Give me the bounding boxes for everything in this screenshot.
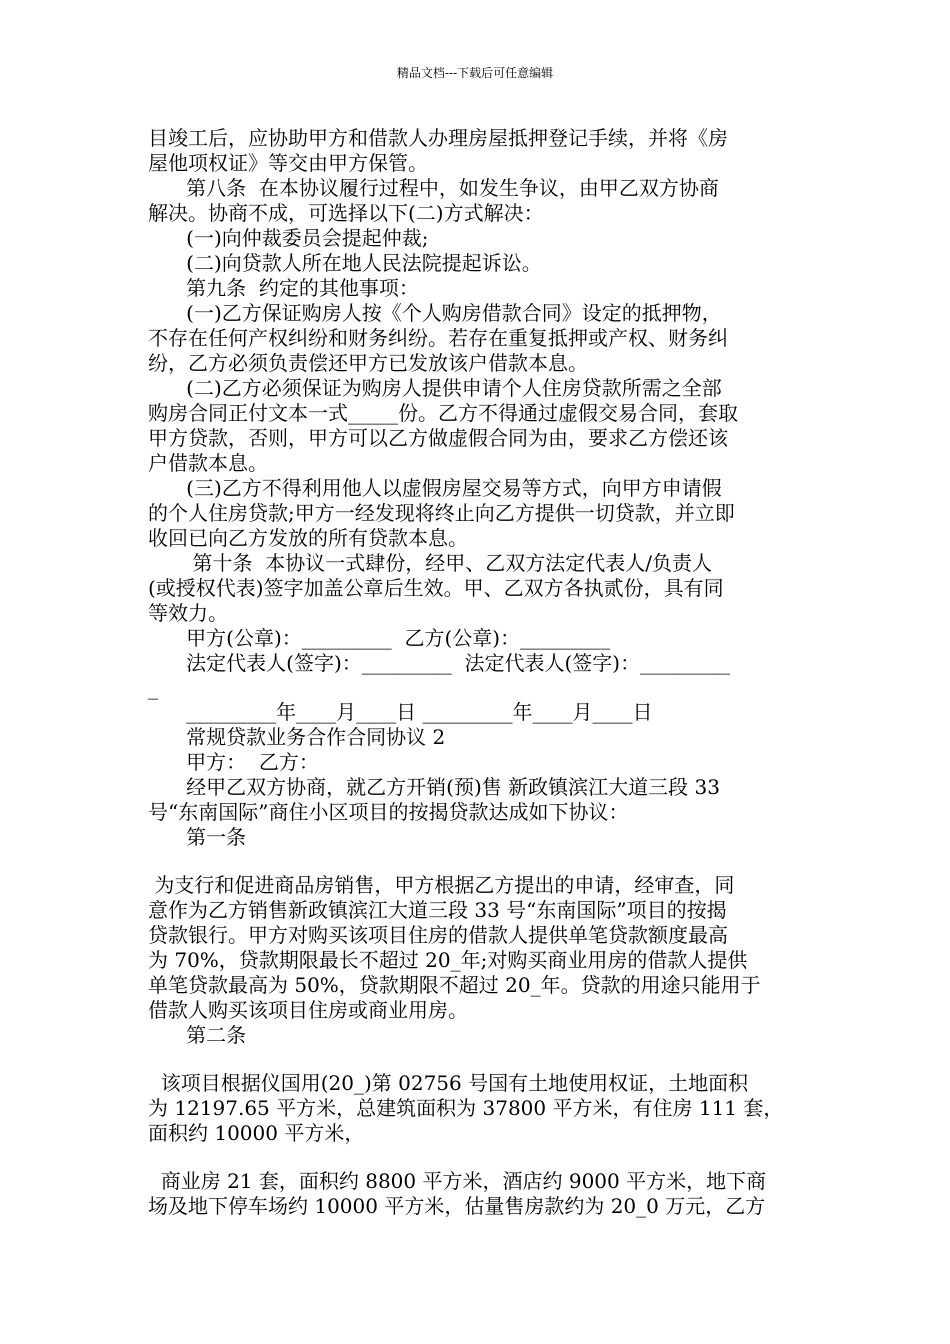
text-line: 第九条 约定的其他事项： <box>148 276 419 300</box>
text-line: 甲方贷款，否则，甲方可以乙方做虚假合同为由，要求乙方偿还该 <box>148 426 728 450</box>
text-line: 号“东南国际”商住小区项目的按揭贷款达成如下协议： <box>148 800 629 824</box>
text-line: 购房合同正付文本一式_____份。乙方不得通过虚假交易合同，套取 <box>148 401 738 425</box>
article-heading: 第一条 <box>148 825 247 849</box>
text-line: 收回已向乙方发放的所有贷款本息。 <box>148 526 468 550</box>
text-line: (三)乙方不得利用他人以虚假房屋交易等方式，向甲方申请假 <box>148 476 722 500</box>
text-line: 单笔贷款最高为 50%，贷款期限不超过 20_年。贷款的用途只能用于 <box>148 973 761 997</box>
text-line: 纷，乙方必须负责偿还甲方已发放该户借款本息。 <box>148 351 588 375</box>
text-line: 贷款银行。甲方对购买该项目住房的借款人提供单笔贷款额度最高 <box>148 923 728 947</box>
text-line: 目竣工后，应协助甲方和借款人办理房屋抵押登记手续，并将《房 <box>148 126 728 150</box>
text-line: 第十条 本协议一式肆份，经甲、乙双方法定代表人/负责人 <box>148 551 712 575</box>
section-title: 常规贷款业务合作合同协议 2 <box>148 725 446 749</box>
article-heading: 第二条 <box>148 1023 247 1047</box>
text-line: _ <box>148 676 158 700</box>
text-line: 户借款本息。 <box>148 451 268 475</box>
text-line: 商业房 21 套，面积约 8800 平方米，酒店约 9000 平方米，地下商 <box>148 1169 767 1193</box>
text-line: (一)向仲裁委员会提起仲裁; <box>148 226 429 250</box>
text-line: 等效力。 <box>148 601 228 625</box>
signature-line-representative: 法定代表人(签字)：_________ 法定代表人(签字)：_________ <box>148 651 731 675</box>
page-header: 精品文档---下载后可任意编辑 <box>396 66 554 80</box>
signature-line-seal: 甲方(公章)：_________ 乙方(公章)：_________ <box>148 626 611 650</box>
text-line: 为 70%，贷款期限最长不超过 20_年;对购买商业用房的借款人提供 <box>148 948 748 972</box>
date-line: _________年____月____日 _________年____月____日 <box>148 700 653 724</box>
text-line: 意作为乙方销售新政镇滨江大道三段 33 号“东南国际”项目的按揭 <box>148 898 727 922</box>
text-line: 不存在任何产权纠纷和财务纠纷。若存在重复抵押或产权、财务纠 <box>148 326 728 350</box>
text-line: 的个人住房贷款;甲方一经发现将终止向乙方提供一切贷款，并立即 <box>148 501 735 525</box>
text-line: 借款人购买该项目住房或商业用房。 <box>148 998 468 1022</box>
text-line: (或授权代表)签字加盖公章后生效。甲、乙双方各执贰份，具有同 <box>148 576 724 600</box>
text-line: 甲方： 乙方： <box>148 750 319 774</box>
text-line: 第八条 在本协议履行过程中，如发生争议，由甲乙双方协商 <box>148 176 719 200</box>
text-line: 为支行和促进商品房销售，甲方根据乙方提出的申请，经审查，同 <box>148 873 735 897</box>
text-line: 屋他项权证》等交由甲方保管。 <box>148 151 428 175</box>
text-line: (一)乙方保证购房人按《个人购房借款合同》设定的抵押物， <box>148 301 722 325</box>
text-line: 场及地下停车场约 10000 平方米，估量售房款约为 20_0 万元，乙方 <box>148 1194 766 1218</box>
text-line: 该项目根据仪国用(20_)第 02756 号国有土地使用权证，土地面积 <box>148 1071 749 1095</box>
text-line: 面积约 10000 平方米， <box>148 1121 365 1145</box>
text-line: 为 12197.65 平方米，总建筑面积为 37800 平方米，有住房 111 套， <box>148 1096 784 1120</box>
text-line: 经甲乙双方协商，就乙方开销(预)售 新政镇滨江大道三段 33 <box>148 775 720 799</box>
text-line: 解决。协商不成，可选择以下(二)方式解决： <box>148 201 544 225</box>
text-line: (二)向贷款人所在地人民法院提起诉讼。 <box>148 251 542 275</box>
text-line: (二)乙方必须保证为购房人提供申请个人住房贷款所需之全部 <box>148 376 722 400</box>
